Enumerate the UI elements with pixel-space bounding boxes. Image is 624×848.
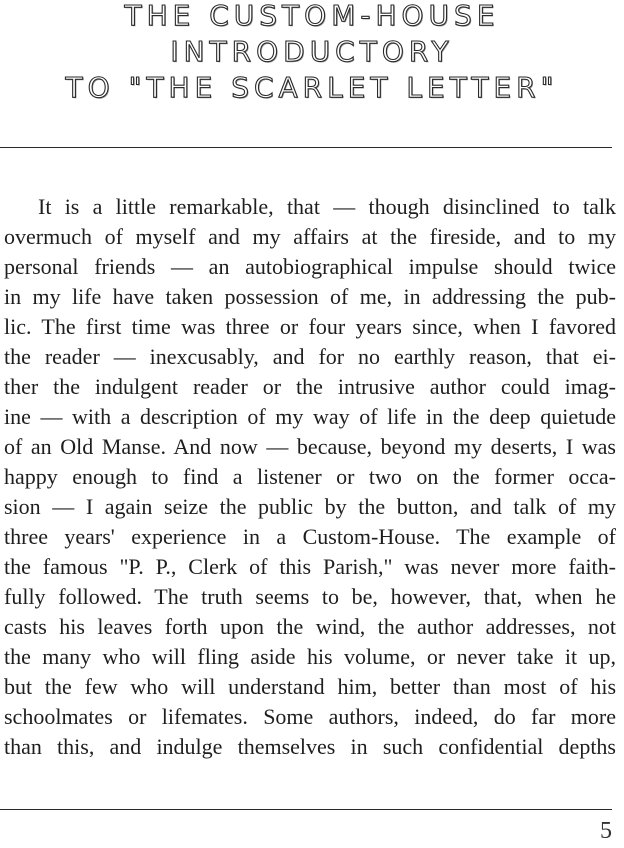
- text-line: of an Old Manse. And now — because, beyond my deserts, I was: [4, 434, 616, 459]
- text-line: the reader — inexcusably, and for no earthly reason, that ei-: [4, 344, 616, 369]
- chapter-title-line-3: TO "THE SCARLET LETTER": [65, 71, 559, 104]
- text-line: than this, and indulge themselves in such confidential depths: [4, 734, 616, 759]
- text-line: lic. The first time was three or four years since, when I favored: [4, 314, 616, 339]
- body-paragraph: [4, 192, 616, 762]
- text-line: schoolmates or lifemates. Some authors, indeed, do far more: [4, 704, 616, 729]
- text-line: three years' experience in a Custom-House. The example of: [4, 524, 616, 549]
- text-line: sion — I again seize the public by the button, and talk of my: [4, 494, 616, 519]
- text-line: ine — with a description of my way of life in the deep quietude: [4, 404, 616, 429]
- text-line: personal friends — an autobiographical impulse should twice: [4, 254, 616, 279]
- page-number: 5: [600, 818, 612, 844]
- text-line: It is a little remarkable, that — though disinclined to talk: [38, 194, 616, 219]
- text-line: overmuch of myself and my affairs at the fireside, and to my: [4, 224, 616, 249]
- bottom-divider: [0, 809, 612, 810]
- chapter-title: [0, 0, 624, 106]
- chapter-title-line-1: THE CUSTOM-HOUSE: [124, 0, 500, 32]
- text-line: the many who will fling aside his volume, or never take it up,: [4, 644, 616, 669]
- top-divider: [0, 147, 612, 148]
- text-line: but the few who will understand him, better than most of his: [4, 674, 616, 699]
- text-line: ther the indulgent reader or the intrusive author could imag-: [4, 374, 616, 399]
- chapter-title-line-2: INTRODUCTORY: [170, 35, 454, 68]
- text-line: happy enough to find a listener or two on the former occa-: [4, 464, 616, 489]
- text-line: fully followed. The truth seems to be, however, that, when he: [4, 584, 616, 609]
- text-line: in my life have taken possession of me, in addressing the pub-: [4, 284, 616, 309]
- text-line: casts his leaves forth upon the wind, the author addresses, not: [4, 614, 616, 639]
- text-line: the famous "P. P., Clerk of this Parish," was never more faith-: [4, 554, 616, 579]
